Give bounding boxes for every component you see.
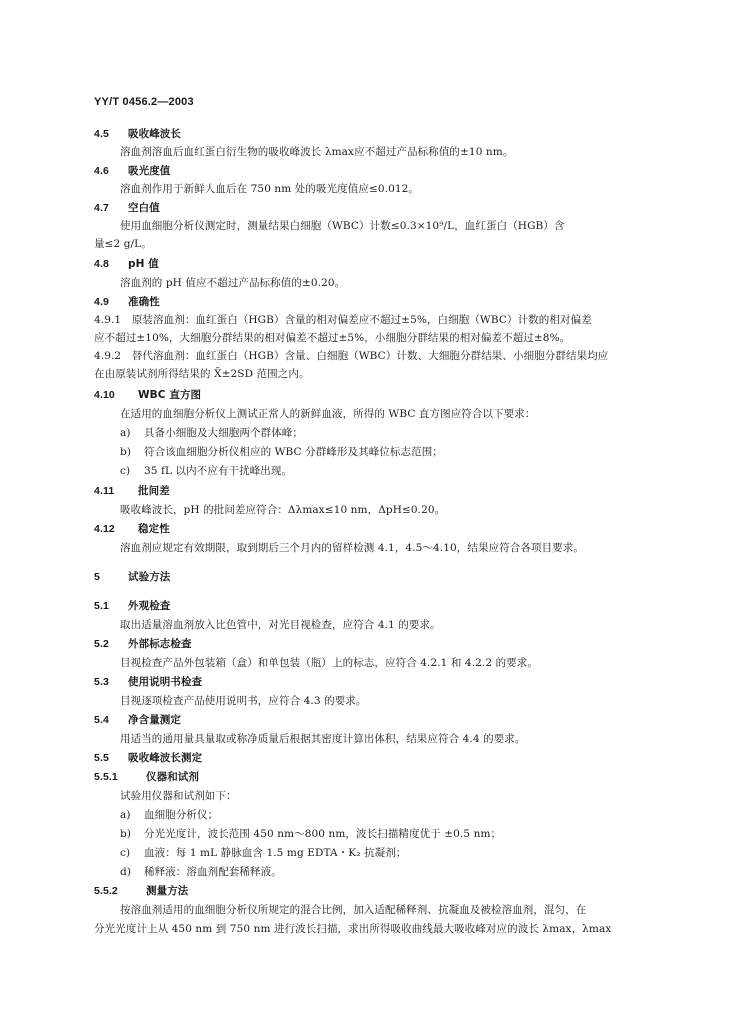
section-title: 稳定性	[138, 523, 170, 535]
section-title: 准确性	[128, 296, 160, 308]
paragraph-text: 目视检查产品外包装箱（盒）和单包装（瓶）上的标志，应符合 4.2.1 和 4.2.2 的要求。	[120, 657, 538, 669]
list-marker: c)	[120, 847, 131, 859]
section-number: 4.8	[94, 258, 109, 270]
section-title: pH 值	[128, 258, 159, 270]
section-number: 4.12	[94, 523, 115, 535]
section-title: 仪器和试剂	[146, 771, 199, 783]
section-number: 5.4	[94, 714, 109, 726]
paragraph-text: 溶血剂溶血后血红蛋白衍生物的吸收峰波长 λmax应不超过产品标称值的±10 nm。	[120, 146, 514, 158]
list-marker: a)	[120, 427, 131, 439]
section-title: 空白值	[128, 202, 160, 214]
section-heading-4-10	[94, 388, 201, 402]
section-heading-4-9	[94, 295, 160, 309]
list-item-text: 具备小细胞及大细胞两个群体峰；	[144, 427, 303, 439]
section-title: 试验方法	[128, 571, 171, 583]
section-heading-5-5-1	[94, 770, 199, 784]
section-title: 净含量测定	[128, 714, 181, 726]
list-item	[120, 445, 443, 459]
paragraph-text: 4.9.1 原装溶血剂：血红蛋白（HGB）含量的相对偏差应不超过±5%，白细胞（WBC）计数的相对偏差	[94, 314, 592, 326]
list-marker: d)	[120, 866, 132, 878]
section-heading-5-5	[94, 751, 202, 765]
section-title: 吸光度值	[128, 165, 171, 177]
section-number: 4.5	[94, 128, 109, 140]
section-number: 4.10	[94, 389, 115, 401]
section-number: 4.6	[94, 165, 109, 177]
list-marker: c)	[120, 465, 131, 477]
section-number: 5.5.1	[94, 771, 118, 783]
section-title: 外观检查	[128, 600, 171, 612]
list-item-text: 符合该血细胞分析仪相应的 WBC 分群峰形及其峰位标志范围；	[144, 446, 443, 458]
list-item	[120, 846, 406, 860]
section-heading-4-6	[94, 164, 170, 178]
section-title: 使用说明书检查	[128, 676, 203, 688]
paragraph-text: 应不超过±10%，大细胞分群结果的相对偏差不超过±5%，小细胞分群结果的相对偏差不超过±8%。	[94, 332, 571, 344]
section-number: 5.2	[94, 638, 109, 650]
section-number: 5.5.2	[94, 885, 118, 897]
section-number: 5.5	[94, 752, 109, 764]
section-number: 4.11	[94, 485, 115, 497]
list-item	[120, 827, 501, 841]
paragraph-text: 分光光度计上从 450 nm 到 750 nm 进行波长扫描，求出所得吸收曲线最大吸收峰对应的波长 λmax，λmax	[94, 923, 612, 935]
list-item-text: 稀释液：溶血剂配套稀释液。	[144, 866, 282, 878]
section-title: 吸收峰波长	[128, 128, 181, 140]
section-heading-4-12	[94, 522, 170, 536]
section-heading-5-3	[94, 675, 202, 689]
paragraph-text: 使用血细胞分析仪测定时，测量结果白细胞（WBC）计数≤0.3×10⁹/L，血红蛋白（HGB）含	[120, 220, 565, 232]
list-marker: b)	[120, 828, 132, 840]
section-heading-5-5-2	[94, 884, 188, 898]
section-title: 吸收峰波长测定	[128, 752, 203, 764]
section-heading-5-1	[94, 599, 170, 613]
paragraph-text: 吸收峰波长，pH 的批间差应符合：Δλmax≤10 nm，ΔpH≤0.20。	[120, 504, 446, 516]
paragraph-text: 按溶血剂适用的血细胞分析仪所规定的混合比例，加入适配稀释剂、抗凝血及被检溶血剂，混匀，在	[120, 904, 587, 916]
section-title: 外部标志检查	[128, 638, 192, 650]
list-item	[120, 865, 282, 879]
section-title: 测量方法	[146, 885, 189, 897]
paragraph-text: 目视逐项检查产品使用说明书，应符合 4.3 的要求。	[120, 695, 367, 707]
paragraph-text: 4.9.2 替代溶血剂：血红蛋白（HGB）含量、白细胞（WBC）计数、大细胞分群结果、小细胞分群结果均应	[94, 350, 609, 362]
list-item-text: 分光光度计，波长范围 450 nm～800 nm，波长扫描精度优于 ±0.5 nm；	[144, 828, 502, 840]
paragraph-text: 试验用仪器和试剂如下：	[120, 790, 237, 802]
list-marker: a)	[120, 809, 131, 821]
list-marker: b)	[120, 446, 132, 458]
list-item	[120, 808, 218, 822]
paragraph-text: 取出适量溶血剂放入比色管中，对光目视检查，应符合 4.1 的要求。	[120, 619, 441, 631]
section-heading-4-7	[94, 201, 160, 215]
paragraph-text: 在由原装试剂所得结果的 X̄±2SD 范围之内。	[94, 368, 310, 380]
list-item-text: 血液：每 1 mL 静脉血含 1.5 mg EDTA・K₂ 抗凝剂；	[144, 847, 407, 859]
section-heading-4-8	[94, 257, 159, 271]
section-title: 批间差	[138, 485, 170, 497]
section-heading-5-4	[94, 713, 181, 727]
list-item	[120, 464, 292, 478]
list-item	[120, 426, 303, 440]
standard-header: YY/T 0456.2—2003	[94, 96, 194, 108]
section-heading-4-5	[94, 127, 181, 141]
section-title: WBC 直方图	[138, 389, 202, 401]
section-heading-5-2	[94, 637, 192, 651]
list-item-text: 血细胞分析仪；	[144, 809, 219, 821]
paragraph-text: 量≤2 g/L。	[94, 238, 152, 250]
list-item-text: 35 fL 以内不应有干扰峰出现。	[144, 465, 293, 477]
section-number: 5.1	[94, 600, 109, 612]
chapter-heading-5	[94, 570, 170, 584]
paragraph-text: 溶血剂应规定有效期限，取到期后三个月内的留样检测 4.1，4.5～4.10，结果应符合各项目要求。	[120, 542, 585, 554]
paragraph-text: 溶血剂作用于新鲜人血后在 750 nm 处的吸光度值应≤0.012。	[120, 183, 420, 195]
section-heading-4-11	[94, 484, 170, 498]
paragraph-text: 用适当的通用量具量取或称净质量后根据其密度计算出体积，结果应符合 4.4 的要求。	[120, 733, 526, 745]
section-number: 4.9	[94, 296, 109, 308]
paragraph-text: 溶血剂的 pH 值应不超过产品标称值的±0.20。	[120, 277, 346, 289]
section-number: 5	[94, 571, 100, 583]
section-number: 4.7	[94, 202, 109, 214]
section-number: 5.3	[94, 676, 109, 688]
paragraph-text: 在适用的血细胞分析仪上测试正常人的新鲜血液，所得的 WBC 直方图应符合以下要求：	[120, 408, 536, 420]
